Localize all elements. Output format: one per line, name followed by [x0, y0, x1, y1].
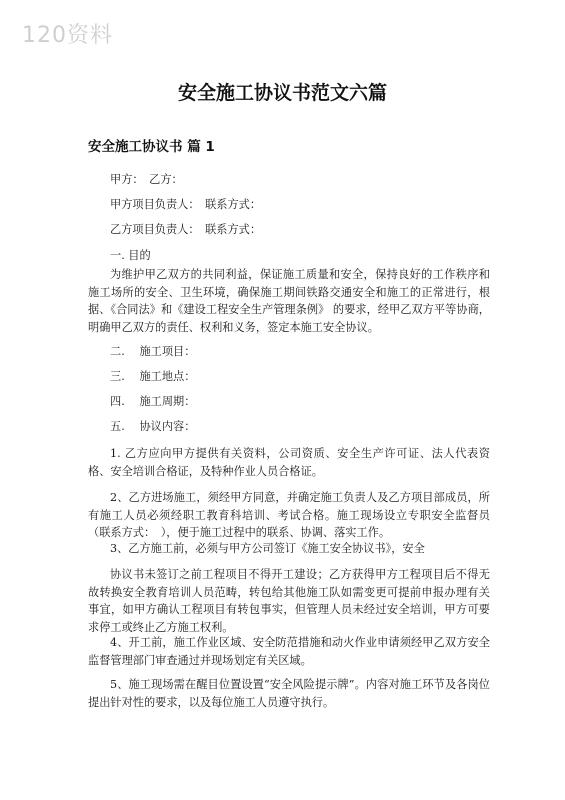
watermark-logo: 120资料	[22, 23, 113, 48]
heading-purpose: 一. 目的	[110, 249, 151, 262]
item-construction-project: 二. 施工项目：	[110, 345, 196, 358]
clause-4: 4、开工前，施工作业区域、安全防范措施和动火作业申请须经甲乙双方安全监督管理部门审查通过并现场划定有关区域。	[88, 636, 490, 667]
paragraph-purpose: 为维护甲乙双方的共同利益，保证施工质量和安全，保持良好的工作秩序和施工场所的安全、卫生环境，确保施工期间铁路交通安全和施工的正常进行，根据、《合同法》和《建设工程安全生产管理条例》 的要求，经甲乙双方平等协商，明确甲乙双方的责任、权利和义务，签定本施工安全协议。	[88, 268, 490, 334]
clause-2: 2、乙方进场施工，须经甲方同意，并确定施工负责人及乙方项目部成员，所有施工人员必须经职工教育科培训、考试合格。施工现场设立专职安全监督员（联系方式： ），便于施工过程中的联系、协调、落实工作。	[88, 491, 490, 539]
clause-3-continued: 协议书未签订之前工程项目不得开工建设；乙方获得甲方工程项目后不得无故转换安全教育培训人员范畴，转包给其他施工队如需变更可提前申报办理有关事宜，如甲方确认工程项目有转包事实，但管理人员未经过安全培训，甲方可要求停工或终止乙方施工权利。	[88, 568, 490, 634]
clause-3: 3、乙方施工前，必须与甲方公司签订《施工安全协议书》，安全	[110, 542, 425, 555]
party-line: 甲方： 乙方：	[110, 173, 183, 186]
section-title: 安全施工协议书 篇 1	[88, 139, 215, 155]
clause-5: 5、施工现场需在醒目位置设置“安全风险提示牌”。内容对施工环节及各岗位提出针对性的要求，以及每位施工人员遵守执行。	[88, 678, 490, 709]
party-a-manager-line: 甲方项目负责人： 联系方式：	[110, 198, 262, 211]
item-construction-period: 四. 施工周期：	[110, 395, 196, 408]
item-construction-site: 三. 施工地点：	[110, 370, 196, 383]
clause-1: 1. 乙方应向甲方提供有关资料，公司资质、安全生产许可证、法人代表资格、安全培训合格证，及特种作业人员合格证。	[88, 447, 490, 478]
page-title: 安全施工协议书范文六篇	[177, 82, 387, 104]
item-agreement-content: 五. 协议内容：	[110, 420, 196, 433]
party-b-manager-line: 乙方项目负责人： 联系方式：	[110, 223, 262, 236]
